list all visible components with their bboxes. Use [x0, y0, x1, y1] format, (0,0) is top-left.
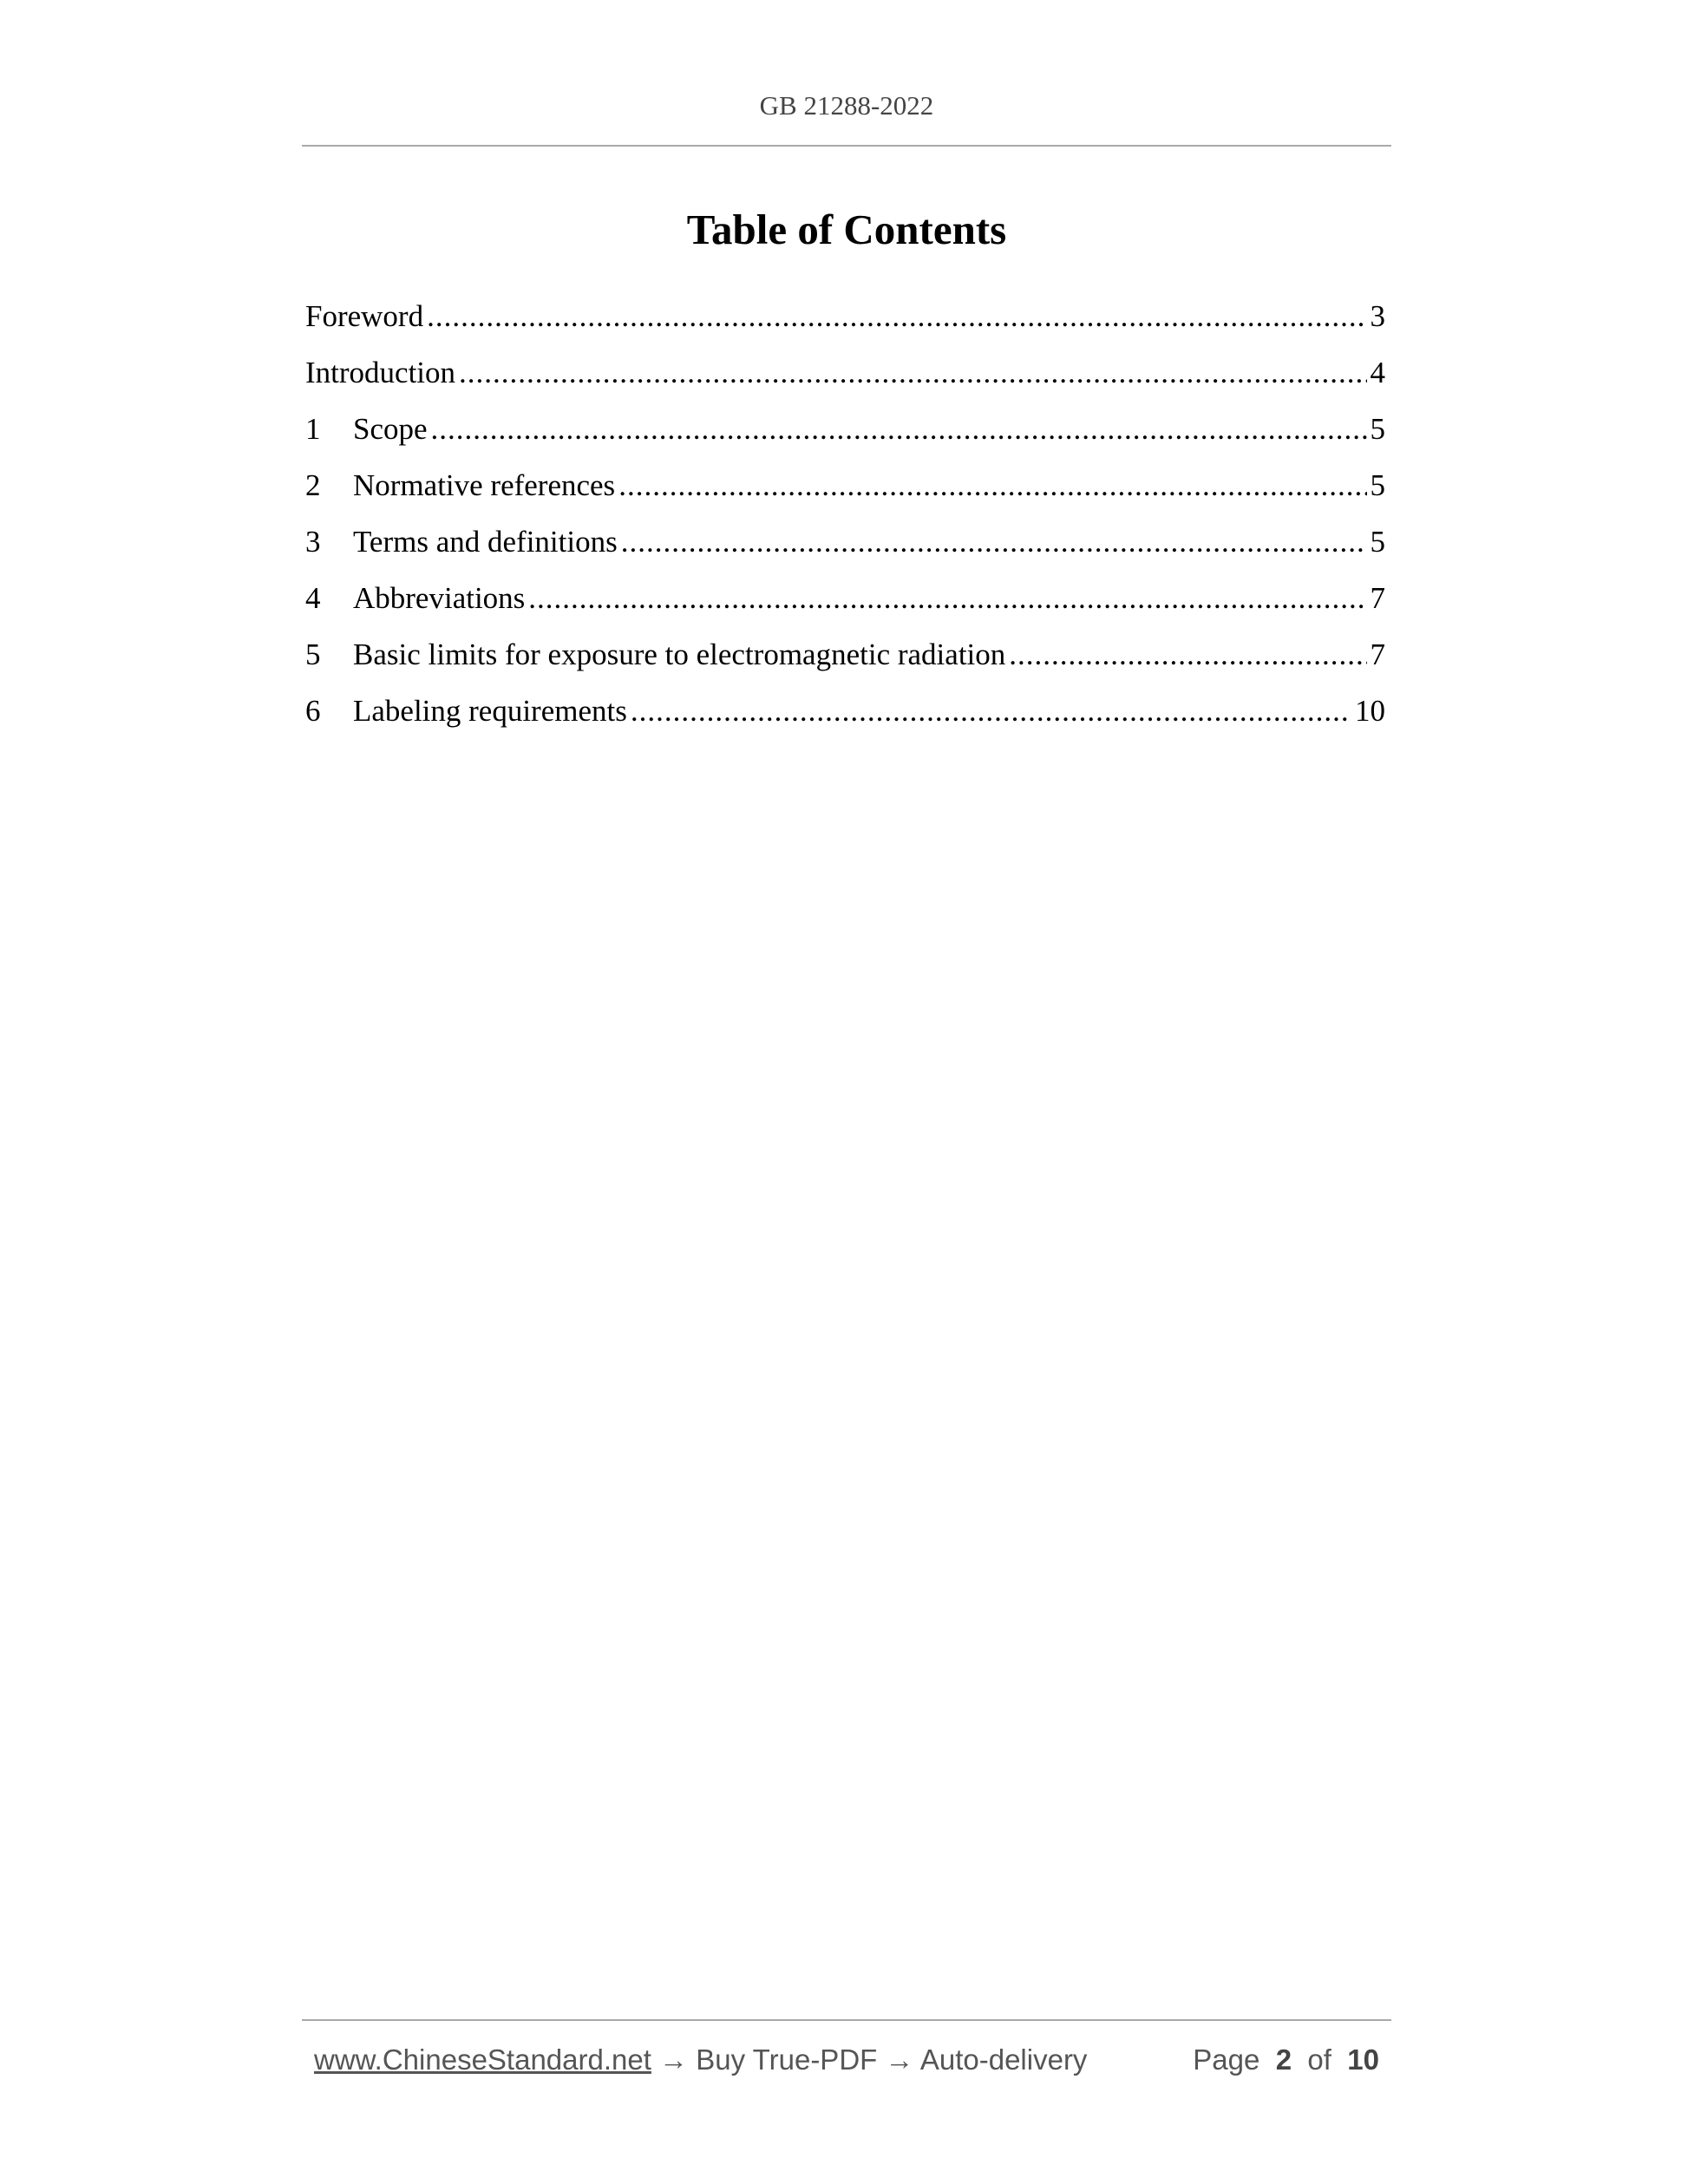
footer-buy-text: Buy True-PDF	[696, 2043, 878, 2076]
footer-delivery-text: Auto-delivery	[919, 2043, 1088, 2076]
toc-dot-leader	[618, 457, 1366, 513]
toc-entry-number: 1	[305, 412, 321, 446]
toc-dot-leader	[431, 401, 1367, 457]
of-word: of	[1307, 2043, 1331, 2076]
toc-entry-basic-limits[interactable]	[305, 626, 1385, 683]
toc-entry-normative-references[interactable]	[305, 457, 1385, 513]
toc-entry-introduction[interactable]	[305, 344, 1385, 401]
toc-entry-label: Terms and definitions	[353, 525, 618, 559]
toc-entry-label: Foreword	[305, 299, 424, 333]
toc-entry-number: 2	[305, 468, 321, 502]
toc-entry-page: 3	[1370, 299, 1385, 333]
running-header: GB 21288-2022	[759, 90, 934, 121]
toc-entry-label: Scope	[353, 412, 428, 446]
toc-dot-leader	[631, 683, 1351, 739]
toc-dot-leader	[528, 570, 1366, 626]
toc-entry-label: Normative references	[353, 468, 616, 502]
toc-entry-label: Abbreviations	[353, 581, 526, 615]
arrow-right-icon: →	[885, 2043, 914, 2076]
toc-entry-page: 7	[1370, 638, 1385, 671]
toc-entry-foreword[interactable]	[305, 288, 1385, 344]
toc-entry-labeling-requirements[interactable]	[305, 683, 1385, 739]
arrow-right-icon: →	[659, 2043, 689, 2076]
toc-entry-number: 3	[305, 525, 321, 559]
toc-entry-label: Introduction	[305, 356, 456, 389]
page-total: 10	[1347, 2043, 1379, 2076]
toc-dot-leader	[459, 344, 1366, 401]
toc-entry-scope[interactable]	[305, 401, 1385, 457]
toc-entry-number: 5	[305, 638, 321, 671]
toc-entry-label: Basic limits for exposure to electromagnetic radiation	[353, 638, 1006, 671]
toc-entry-number: 6	[305, 694, 321, 728]
toc-entry-page: 5	[1370, 412, 1385, 446]
toc-entry-page: 10	[1355, 694, 1385, 728]
toc-title: Table of Contents	[686, 206, 1007, 253]
header-divider	[302, 145, 1391, 147]
toc-entry-page: 7	[1370, 581, 1385, 615]
toc-entry-abbreviations[interactable]	[305, 570, 1385, 626]
page-indicator	[1193, 2043, 1379, 2076]
toc-entry-number: 4	[305, 581, 321, 615]
footer-divider	[302, 2019, 1391, 2021]
toc-entry-label: Labeling requirements	[353, 694, 627, 728]
page-word: Page	[1193, 2043, 1260, 2076]
page-footer	[314, 2043, 1379, 2076]
toc-entry-page: 5	[1370, 468, 1385, 502]
toc-entry-page: 4	[1370, 356, 1385, 389]
toc-dot-leader	[1009, 626, 1366, 683]
toc-entry-terms-and-definitions[interactable]	[305, 513, 1385, 570]
chinesestandard-link[interactable]: www.ChineseStandard.net	[314, 2043, 651, 2076]
toc-entry-page: 5	[1370, 525, 1385, 559]
toc-dot-leader	[621, 513, 1367, 570]
page-current: 2	[1275, 2043, 1292, 2076]
toc-dot-leader	[427, 288, 1366, 344]
table-of-contents	[305, 288, 1385, 739]
footer-promo	[314, 2043, 1087, 2076]
